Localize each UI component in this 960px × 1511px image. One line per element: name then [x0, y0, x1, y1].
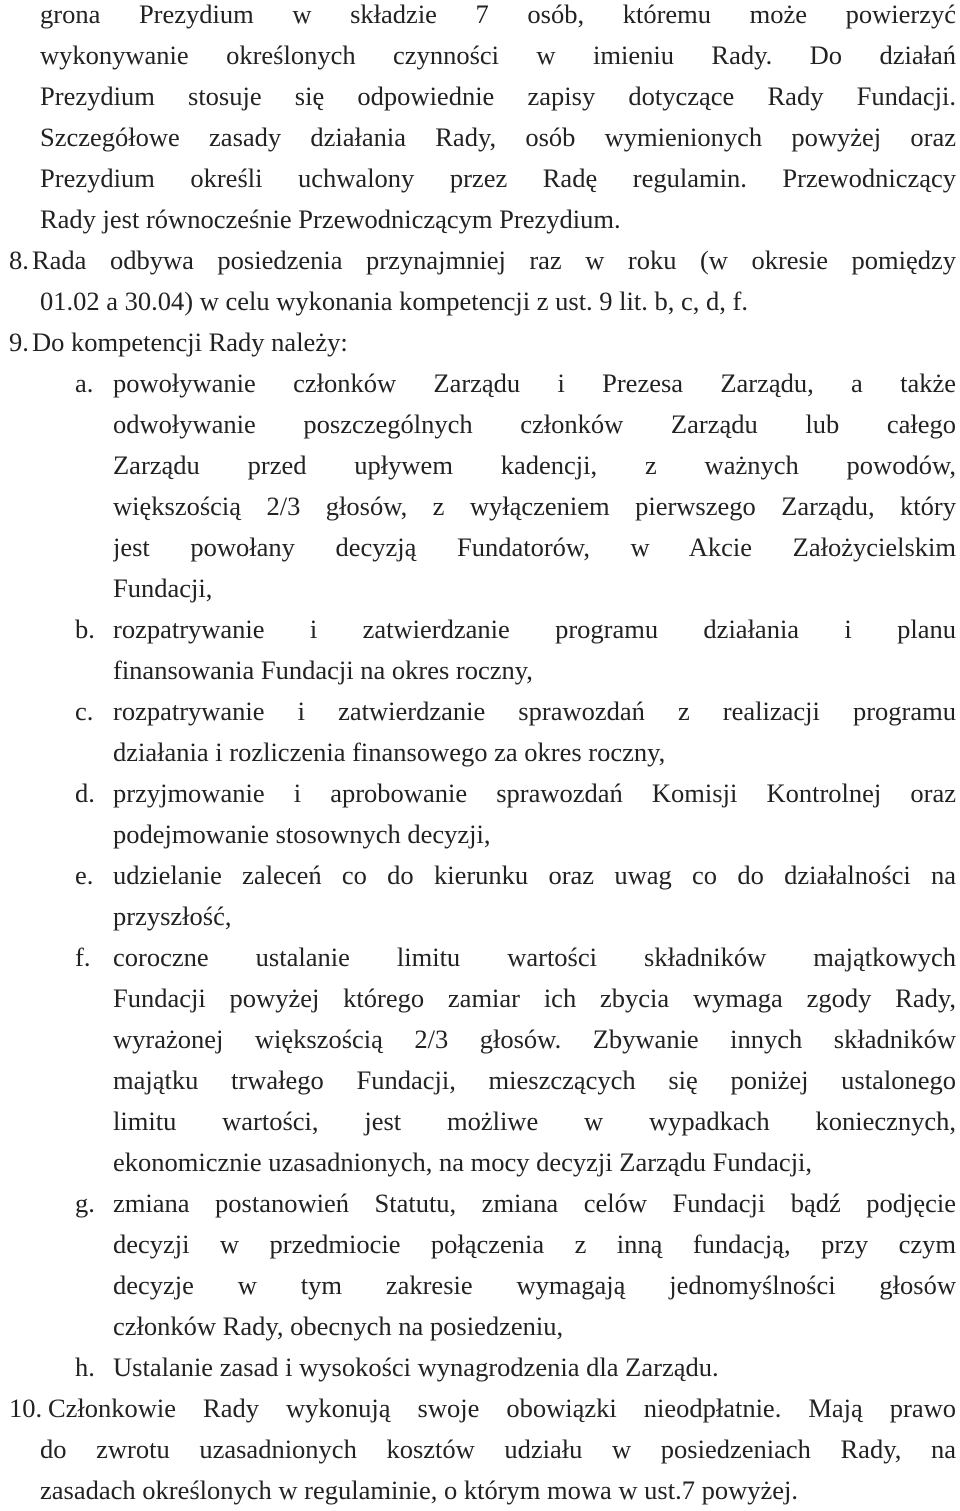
item-b-line: finansowania Fundacji na okres roczny,	[113, 655, 533, 685]
intro-line: Prezydium stosuje się odpowiednie zapisy dotyczące Rady Fundacji.	[40, 81, 956, 111]
item-e-line: udzielanie zaleceń co do kierunku oraz uwag co do działalności na	[113, 860, 956, 890]
item-g-line: decyzje w tym zakresie wymagają jednomyślności głosów	[113, 1270, 956, 1300]
item-a-line: większością 2/3 głosów, z wyłączeniem pierwszego Zarządu, który	[113, 491, 956, 521]
item-d-line: podejmowanie stosownych decyzji,	[113, 819, 491, 849]
item-e-line: przyszłość,	[113, 901, 232, 931]
item-g-line: członków Rady, obecnych na posiedzeniu,	[113, 1311, 564, 1341]
point-10-line: do zwrotu uzasadnionych kosztów udziału w posiedzeniach Rady, na	[40, 1434, 956, 1464]
point-8-number: 8.	[9, 245, 29, 275]
item-b-line: rozpatrywanie i zatwierdzanie programu działania i planu	[113, 614, 956, 644]
item-letter-e: e.	[75, 860, 94, 890]
item-d-line: przyjmowanie i aprobowanie sprawozdań Komisji Kontrolnej oraz	[113, 778, 956, 808]
intro-line: Szczegółowe zasady działania Rady, osób wymienionych powyżej oraz	[40, 122, 956, 152]
item-g-line: decyzji w przedmiocie połączenia z inną fundacją, przy czym	[113, 1229, 956, 1259]
item-g-line: zmiana postanowień Statutu, zmiana celów Fundacji bądź podjęcie	[113, 1188, 956, 1218]
point-8-line: 01.02 a 30.04) w celu wykonania kompetencji z ust. 9 lit. b, c, d, f.	[40, 286, 748, 316]
item-letter-h: h.	[75, 1352, 95, 1382]
item-c-line: działania i rozliczenia finansowego za okres roczny,	[113, 737, 666, 767]
point-9-number: 9.	[9, 327, 29, 357]
item-letter-a: a.	[75, 368, 94, 398]
item-a-line: odwoływanie poszczególnych członków Zarządu lub całego	[113, 409, 956, 439]
intro-line: Prezydium określi uchwalony przez Radę regulamin. Przewodniczący	[40, 163, 956, 193]
item-letter-c: c.	[75, 696, 94, 726]
item-letter-g: g.	[75, 1188, 95, 1218]
item-letter-d: d.	[75, 778, 95, 808]
point-8-line: Rada odbywa posiedzenia przynajmniej raz w roku (w okresie pomiędzy	[32, 245, 956, 275]
item-c-line: rozpatrywanie i zatwierdzanie sprawozdań z realizacji programu	[113, 696, 956, 726]
point-9-heading: Do kompetencji Rady należy:	[32, 327, 348, 357]
item-f-line: majątku trwałego Fundacji, mieszczących się poniżej ustalonego	[113, 1065, 956, 1095]
intro-line: wykonywanie określonych czynności w imieniu Rady. Do działań	[40, 40, 956, 70]
point-10-line: Członkowie Rady wykonują swoje obowiązki nieodpłatnie. Mają prawo	[48, 1393, 956, 1423]
point-10-line: zasadach określonych w regulaminie, o którym mowa w ust.7 powyżej.	[40, 1475, 798, 1505]
item-letter-f: f.	[75, 942, 91, 972]
item-a-line: Zarządu przed upływem kadencji, z ważnych powodów,	[113, 450, 956, 480]
item-f-line: coroczne ustalanie limitu wartości składników majątkowych	[113, 942, 956, 972]
item-f-line: ekonomicznie uzasadnionych, na mocy decyzji Zarządu Fundacji,	[113, 1147, 813, 1177]
intro-line: Rady jest równocześnie Przewodniczącym Prezydium.	[40, 204, 621, 234]
item-a-line: powoływanie członków Zarządu i Prezesa Zarządu, a także	[113, 368, 956, 398]
intro-line: grona Prezydium w składzie 7 osób, któremu może powierzyć	[40, 0, 956, 29]
point-10-number: 10.	[9, 1393, 43, 1423]
item-f-line: limitu wartości, jest możliwe w wypadkach koniecznych,	[113, 1106, 956, 1136]
item-f-line: Fundacji powyżej którego zamiar ich zbycia wymaga zgody Rady,	[113, 983, 956, 1013]
item-a-line: jest powołany decyzją Fundatorów, w Akcie Założycielskim	[113, 532, 956, 562]
item-f-line: wyrażonej większością 2/3 głosów. Zbywanie innych składników	[113, 1024, 956, 1054]
item-letter-b: b.	[75, 614, 95, 644]
item-a-line: Fundacji,	[113, 573, 213, 603]
item-h-line: Ustalanie zasad i wysokości wynagrodzenia dla Zarządu.	[113, 1352, 719, 1382]
